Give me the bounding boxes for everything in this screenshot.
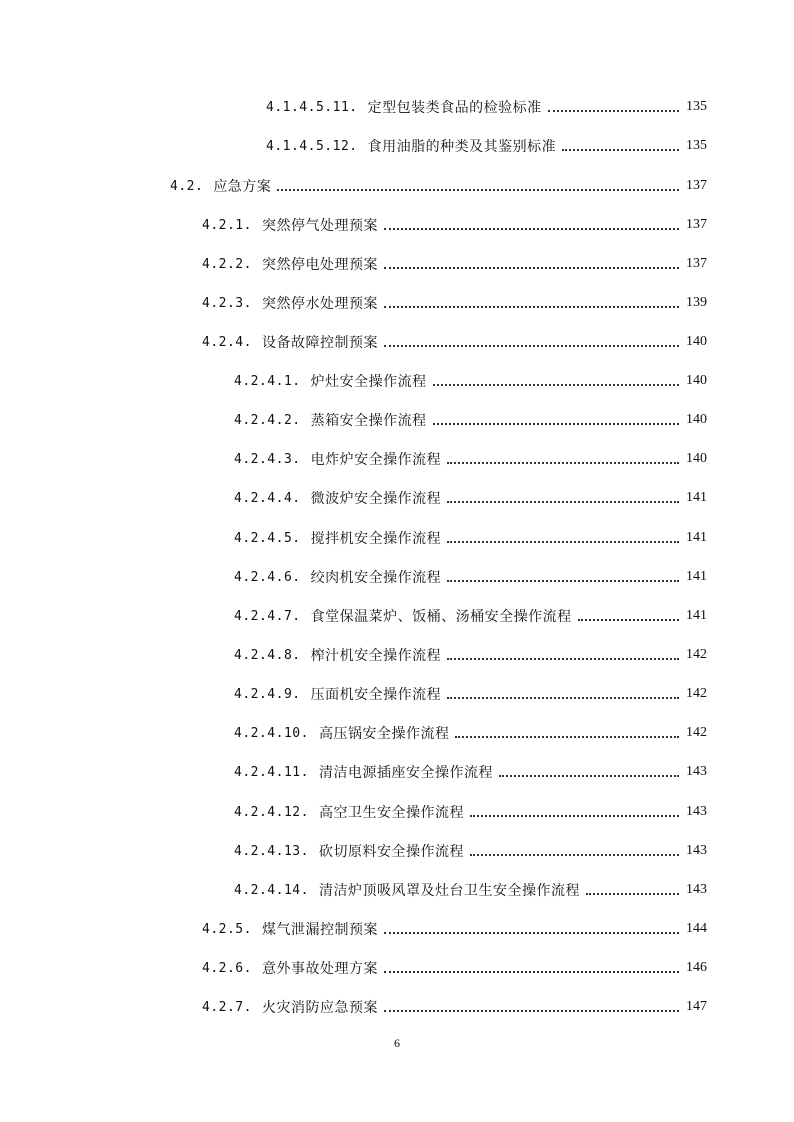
dot-leader bbox=[384, 306, 679, 308]
toc-entry-4-2-2[interactable] bbox=[202, 253, 707, 275]
toc-entry-page: 142 bbox=[686, 647, 707, 662]
toc-entry-number: 4.2.4.2. bbox=[234, 412, 301, 428]
toc-entry-page: 141 bbox=[686, 608, 707, 623]
toc-entry-title: 意外事故处理方案 bbox=[261, 961, 378, 977]
dot-leader bbox=[470, 854, 679, 856]
toc-entry-title: 火灾消防应急预案 bbox=[261, 1000, 378, 1016]
toc-entry-4-1-4-5-11[interactable] bbox=[266, 96, 707, 118]
dot-leader bbox=[499, 775, 679, 777]
dot-leader bbox=[384, 1010, 679, 1012]
toc-entry-page: 143 bbox=[686, 843, 707, 858]
toc-entry-title: 榨汁机安全操作流程 bbox=[310, 648, 442, 664]
toc-entry-number: 4.2.6. bbox=[202, 960, 252, 976]
toc-entry-4-2-4[interactable] bbox=[202, 331, 707, 353]
dot-leader bbox=[447, 658, 679, 660]
toc-entry-page: 140 bbox=[686, 451, 707, 466]
toc-entry-page: 135 bbox=[686, 99, 707, 114]
toc-entry-title: 突然停电处理预案 bbox=[261, 257, 378, 273]
toc-entry-title: 高压锅安全操作流程 bbox=[318, 726, 450, 742]
dot-leader bbox=[578, 619, 679, 621]
toc-entry-title: 搅拌机安全操作流程 bbox=[310, 531, 442, 547]
toc-entry-page: 140 bbox=[686, 412, 707, 427]
toc-entry-page: 135 bbox=[686, 138, 707, 153]
toc-entry-page: 142 bbox=[686, 725, 707, 740]
toc-entry-number: 4.2.4.11. bbox=[234, 764, 309, 780]
toc-entry-number: 4.2.4.7. bbox=[234, 608, 301, 624]
toc-entry-title: 应急方案 bbox=[213, 179, 272, 195]
dot-leader bbox=[384, 267, 679, 269]
dot-leader bbox=[384, 345, 679, 347]
toc-entry-4-2-4-12[interactable] bbox=[234, 801, 707, 823]
dot-leader bbox=[447, 541, 679, 543]
dot-leader bbox=[277, 189, 679, 191]
dot-leader bbox=[447, 501, 679, 503]
toc-entry-4-1-4-5-12[interactable] bbox=[266, 135, 707, 157]
toc-entry-page: 137 bbox=[686, 178, 707, 193]
toc-entry-title: 炉灶安全操作流程 bbox=[310, 374, 427, 390]
toc-entry-4-2-4-1[interactable] bbox=[234, 370, 707, 392]
toc-entry-title: 定型包装类食品的检验标准 bbox=[367, 100, 542, 116]
dot-leader bbox=[562, 149, 679, 151]
toc-entry-4-2-3[interactable] bbox=[202, 292, 707, 314]
toc-entry-page: 141 bbox=[686, 530, 707, 545]
toc-entry-number: 4.2.3. bbox=[202, 295, 252, 311]
toc-entry-page: 143 bbox=[686, 882, 707, 897]
toc-entry-title: 压面机安全操作流程 bbox=[310, 687, 442, 703]
toc-entry-number: 4.2.4.12. bbox=[234, 804, 309, 820]
toc-entry-4-2-4-7[interactable] bbox=[234, 605, 707, 627]
toc-entry-4-2-4-14[interactable] bbox=[234, 879, 707, 901]
toc-entry-title: 绞肉机安全操作流程 bbox=[310, 570, 442, 586]
dot-leader bbox=[447, 580, 679, 582]
dot-leader bbox=[384, 228, 679, 230]
toc-entry-page: 147 bbox=[686, 999, 707, 1014]
toc-entry-4-2-4-10[interactable] bbox=[234, 722, 707, 744]
toc-entry-4-2-6[interactable] bbox=[202, 957, 707, 979]
toc-entry-4-2-4-9[interactable] bbox=[234, 683, 707, 705]
toc-entry-title: 微波炉安全操作流程 bbox=[310, 491, 442, 507]
toc-entry-page: 146 bbox=[686, 960, 707, 975]
toc-entry-4-2-4-8[interactable] bbox=[234, 644, 707, 666]
toc-entry-number: 4.2.5. bbox=[202, 921, 252, 937]
toc-entry-number: 4.2.4.4. bbox=[234, 490, 301, 506]
toc-entry-number: 4.2.4.13. bbox=[234, 843, 309, 859]
toc-entry-number: 4.2.4.14. bbox=[234, 882, 309, 898]
toc-entry-number: 4.2.4.1. bbox=[234, 373, 301, 389]
dot-leader bbox=[384, 971, 679, 973]
toc-entry-4-2-4-3[interactable] bbox=[234, 448, 707, 470]
toc-entry-title: 砍切原料安全操作流程 bbox=[318, 844, 464, 860]
toc-entry-number: 4.2.4.9. bbox=[234, 686, 301, 702]
dot-leader bbox=[433, 384, 679, 386]
toc-entry-title: 高空卫生安全操作流程 bbox=[318, 805, 464, 821]
dot-leader bbox=[447, 462, 679, 464]
dot-leader bbox=[384, 932, 679, 934]
toc-entry-4-2-4-5[interactable] bbox=[234, 527, 707, 549]
toc-entry-4-2[interactable] bbox=[170, 175, 707, 197]
dot-leader bbox=[447, 697, 679, 699]
toc-entry-4-2-5[interactable] bbox=[202, 918, 707, 940]
toc-entry-page: 143 bbox=[686, 804, 707, 819]
toc-entry-number: 4.2.4.10. bbox=[234, 725, 309, 741]
toc-entry-4-2-4-2[interactable] bbox=[234, 409, 707, 431]
toc-entry-title: 清洁电源插座安全操作流程 bbox=[318, 765, 493, 781]
toc-entry-number: 4.2.4. bbox=[202, 334, 252, 350]
page-number: 6 bbox=[394, 1036, 400, 1050]
toc-entry-page: 140 bbox=[686, 373, 707, 388]
toc-entry-title: 设备故障控制预案 bbox=[261, 335, 378, 351]
toc-entry-number: 4.2. bbox=[170, 178, 204, 194]
toc-entry-page: 140 bbox=[686, 334, 707, 349]
dot-leader bbox=[548, 110, 679, 112]
toc-entry-number: 4.1.4.5.11. bbox=[266, 99, 358, 115]
toc-entry-page: 143 bbox=[686, 764, 707, 779]
toc-entry-number: 4.2.4.6. bbox=[234, 569, 301, 585]
toc-entry-title: 食用油脂的种类及其鉴别标准 bbox=[367, 139, 557, 155]
toc-entry-number: 4.2.4.8. bbox=[234, 647, 301, 663]
toc-entry-number: 4.2.1. bbox=[202, 217, 252, 233]
toc-entry-page: 137 bbox=[686, 217, 707, 232]
toc-entry-title: 蒸箱安全操作流程 bbox=[310, 413, 427, 429]
toc-entry-title: 清洁炉顶吸风罩及灶台卫生安全操作流程 bbox=[318, 883, 580, 899]
toc-entry-number: 4.2.7. bbox=[202, 999, 252, 1015]
toc-entry-title: 电炸炉安全操作流程 bbox=[310, 452, 442, 468]
toc-entry-4-2-4-4[interactable] bbox=[234, 487, 707, 509]
toc-entry-number: 4.2.4.3. bbox=[234, 451, 301, 467]
toc-entry-4-2-4-6[interactable] bbox=[234, 566, 707, 588]
toc-entry-4-2-4-11[interactable] bbox=[234, 761, 707, 783]
toc-entry-title: 食堂保温菜炉、饭桶、汤桶安全操作流程 bbox=[310, 609, 572, 625]
dot-leader bbox=[586, 893, 679, 895]
toc-entry-number: 4.2.4.5. bbox=[234, 530, 301, 546]
toc-entry-page: 139 bbox=[686, 295, 707, 310]
toc-entry-title: 突然停气处理预案 bbox=[261, 218, 378, 234]
toc-entry-number: 4.1.4.5.12. bbox=[266, 138, 358, 154]
toc-entry-title: 煤气泄漏控制预案 bbox=[261, 922, 378, 938]
toc-entry-page: 144 bbox=[686, 921, 707, 936]
dot-leader bbox=[470, 815, 679, 817]
toc-entry-number: 4.2.2. bbox=[202, 256, 252, 272]
toc-entry-page: 141 bbox=[686, 569, 707, 584]
toc-entry-4-2-1[interactable] bbox=[202, 214, 707, 236]
toc-entry-page: 141 bbox=[686, 490, 707, 505]
toc-entry-4-2-4-13[interactable] bbox=[234, 840, 707, 862]
dot-leader bbox=[433, 423, 679, 425]
toc-entry-page: 137 bbox=[686, 256, 707, 271]
dot-leader bbox=[455, 736, 679, 738]
toc-entry-page: 142 bbox=[686, 686, 707, 701]
toc-entry-4-2-7[interactable] bbox=[202, 996, 707, 1018]
toc-entry-title: 突然停水处理预案 bbox=[261, 296, 378, 312]
